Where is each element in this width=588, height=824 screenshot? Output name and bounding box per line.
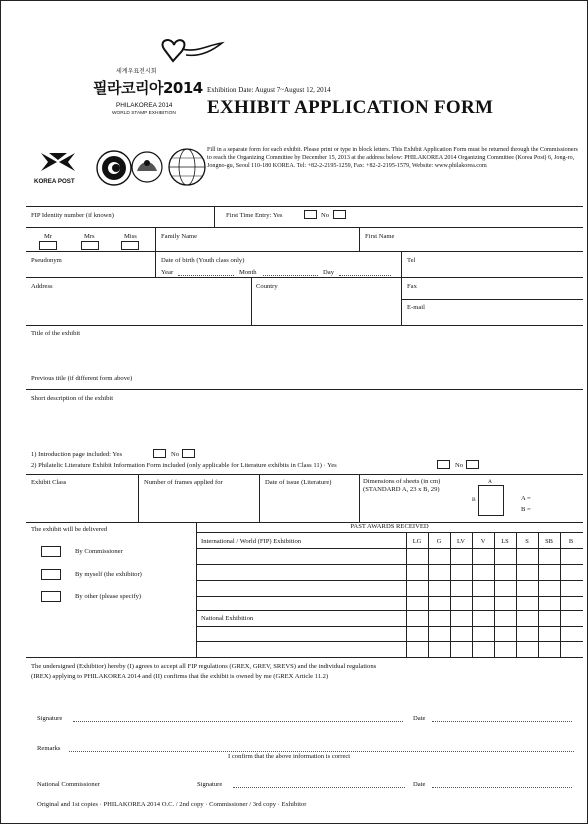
date-input[interactable]	[432, 721, 572, 722]
dob-label: Date of birth (Youth class only)	[161, 257, 245, 264]
award-col-lg: LG	[412, 538, 422, 545]
pseudonym-label: Pseudonym	[31, 257, 62, 264]
table-row	[196, 580, 583, 581]
commissioner-signature-label: Signature	[197, 781, 223, 788]
table-row	[196, 641, 583, 642]
tel-label: Tel	[407, 257, 416, 264]
logo-sub-text: WORLD STAMP EXHIBITION	[112, 111, 176, 116]
fip-id-label: FIP Identity number (if known)	[31, 212, 114, 219]
declaration-line-2: (IREX) applying to PHILAKOREA 2014 and (II) confirms that the exhibit is owned by me (GREX Article 11.2)	[31, 673, 329, 680]
mr-checkbox[interactable]	[39, 241, 57, 250]
first-name-label: First Name	[365, 233, 395, 240]
title-mr-label: Mr	[44, 233, 53, 240]
dim-arrow-b: B	[472, 497, 476, 503]
commissioner-date-input[interactable]	[432, 787, 572, 788]
exhibit-class-label: Exhibit Class	[31, 479, 67, 486]
mrs-checkbox[interactable]	[81, 241, 99, 250]
award-col-sb: SB	[545, 538, 553, 545]
confirm-statement: I confirm that the above information is correct	[228, 753, 351, 760]
exhibit-title-label: Title of the exhibit	[31, 330, 81, 337]
heart-flag-logo-icon	[156, 35, 226, 67]
first-time-no-checkbox[interactable]	[333, 210, 346, 219]
delivery-option-commissioner: By Commissioner	[75, 548, 123, 555]
date-label: Date	[413, 715, 426, 722]
remarks-label: Remarks	[37, 745, 61, 752]
year-input[interactable]	[178, 275, 234, 276]
intro-no-label: No	[171, 451, 180, 458]
logo-korean-text: 세계우표전시회	[116, 69, 157, 75]
logo-script-text: 필라코리아2014	[93, 79, 203, 97]
award-col-lv: LV	[457, 538, 465, 545]
award-col-g: G	[436, 538, 442, 545]
instructions-paragraph: Fill in a separate form for each exhibit. Please print or type in block letters. This Exhibit Application Form must be returned through the Commissioners to reach the Organizing Committee by December 15, 2013 at the address below: PHILAKOREA 2014 Organizing Committee (Korea Post) 6, Jong-ro, Jongno-gu, Seoul 110-180 KOREA. Tel: +82-2-2195-1259, Fax: +82-2-2195-1579, Website: www.philakorea.com	[207, 147, 578, 169]
day-input[interactable]	[339, 275, 391, 276]
fip-seal-icon	[95, 149, 133, 187]
remarks-input[interactable]	[69, 751, 574, 752]
month-label: Month	[239, 269, 257, 276]
day-label: Day	[323, 269, 334, 276]
short-description-label: Short description of the exhibit	[31, 395, 114, 402]
phil-lit-label: 2) Philatelic Literature Exhibit Information Form included (only applicable for Literature exhibits in Class 11) · Yes	[31, 462, 337, 469]
first-time-yes-checkbox[interactable]	[304, 210, 317, 219]
fax-label: Fax	[407, 283, 417, 290]
award-col-v: V	[480, 538, 486, 545]
logo-name-text: PHILAKOREA 2014	[116, 102, 173, 109]
title-mrs-label: Mrs	[84, 233, 95, 240]
delivery-title: The exhibit will be delivered	[31, 526, 108, 533]
intro-no-checkbox[interactable]	[182, 449, 195, 458]
signature-input[interactable]	[73, 721, 403, 722]
signature-label: Signature	[37, 715, 63, 722]
miss-checkbox[interactable]	[121, 241, 139, 250]
previous-title-label: Previous title (if different form above)	[31, 375, 133, 382]
exhibition-date: Exhibition Date: August 7~August 12, 2014	[207, 86, 331, 94]
dim-b-label: B =	[521, 506, 531, 513]
address-label: Address	[31, 283, 53, 290]
award-col-s: S	[525, 538, 529, 545]
intro-page-label: 1) Introduction page included: Yes	[31, 451, 123, 458]
delivery-option-other: By other (please specify)	[75, 593, 142, 600]
korea-post-label: KOREA POST	[34, 178, 75, 185]
commissioner-signature-input[interactable]	[233, 787, 405, 788]
table-row	[196, 596, 583, 597]
awards-national-label: National Exhibition	[201, 615, 254, 622]
intro-yes-checkbox[interactable]	[153, 449, 166, 458]
awards-international-label: International / World (FIP) Exhibition	[201, 538, 302, 545]
delivery-commissioner-checkbox[interactable]	[41, 546, 61, 557]
no-label: No	[321, 212, 330, 219]
dimensions-label: Dimensions of sheets (in cm)	[363, 478, 441, 485]
date-of-issue-label: Date of issue (Literature)	[265, 479, 332, 486]
award-col-ls: LS	[501, 538, 509, 545]
sheet-dimension-diagram	[478, 485, 504, 516]
phil-lit-no-checkbox[interactable]	[466, 460, 479, 469]
divider	[26, 206, 583, 207]
phil-lit-yes-checkbox[interactable]	[437, 460, 450, 469]
delivery-option-myself: By myself (the exhibitor)	[75, 571, 142, 578]
faip-seal-icon	[129, 149, 165, 185]
footer-copies-note: Original and 1st copies · PHILAKOREA 2014 O.C. / 2nd copy · Commissioner / 3rd copy · Exhibitor	[37, 801, 307, 808]
delivery-other-checkbox[interactable]	[41, 591, 61, 602]
awards-title: PAST AWARDS RECEIVED	[350, 523, 429, 530]
award-col-b: B	[568, 538, 574, 545]
phil-lit-no-label: No	[455, 462, 464, 469]
form-title: EXHIBIT APPLICATION FORM	[207, 97, 494, 118]
table-row	[196, 626, 583, 627]
title-miss-label: Miss	[124, 233, 137, 240]
family-name-label: Family Name	[161, 233, 198, 240]
table-row	[196, 564, 583, 565]
first-time-entry-label: First Time Entry: Yes	[226, 212, 283, 219]
korea-post-logo-icon	[39, 149, 77, 175]
email-label: E-mail	[407, 304, 425, 311]
year-label: Year	[161, 269, 174, 276]
standard-size-label: (STANDARD A, 23 x B, 29)	[363, 486, 440, 493]
dim-arrow-a: A	[488, 479, 492, 485]
month-input[interactable]	[263, 275, 318, 276]
declaration-line-1: The undersigned (Exhibitor) hereby (I) agrees to accept all FIP regulations (GREX, GREV, SREVS) and the individual regulations	[31, 663, 377, 670]
delivery-myself-checkbox[interactable]	[41, 569, 61, 580]
national-commissioner-label: National Commissioner	[37, 781, 100, 788]
country-label: Country	[256, 283, 278, 290]
frames-label: Number of frames applied for	[144, 479, 223, 486]
commissioner-date-label: Date	[413, 781, 426, 788]
globe-emblem-icon	[165, 145, 209, 189]
dim-a-label: A =	[521, 495, 531, 502]
